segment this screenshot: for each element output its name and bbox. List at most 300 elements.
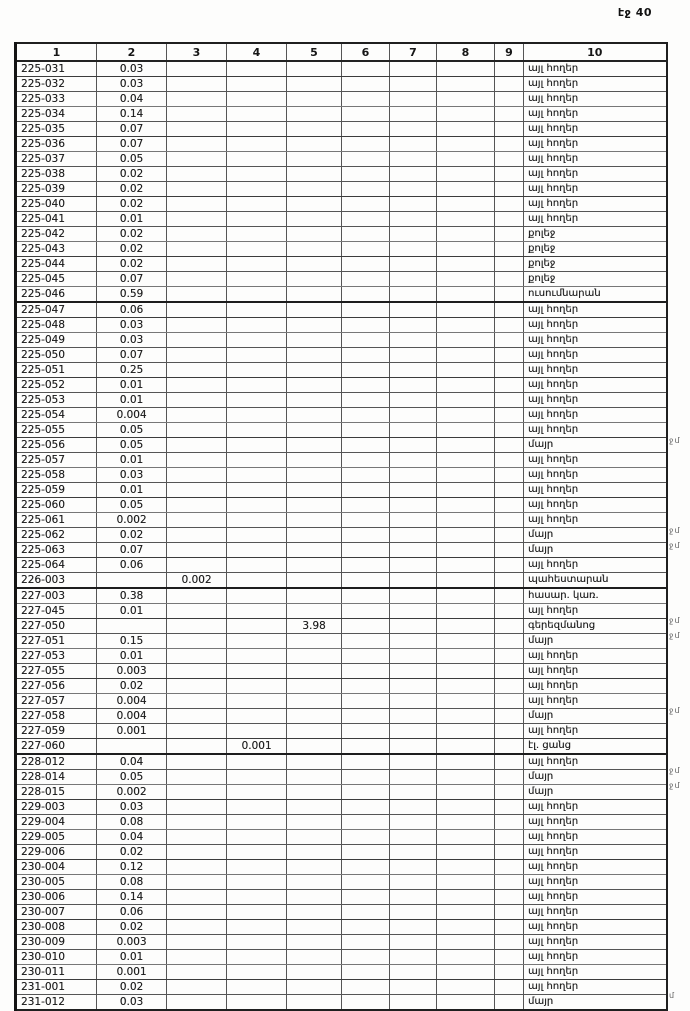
cell-value <box>495 754 524 770</box>
cell-value <box>495 483 524 498</box>
cell-parcel-code: 230-005 <box>16 875 97 890</box>
cell-parcel-code: 227-053 <box>16 649 97 664</box>
cell-value: 0.06 <box>97 905 167 920</box>
cell-parcel-code: 225-031 <box>16 61 97 77</box>
cell-value <box>390 815 437 830</box>
cell-value <box>227 408 287 423</box>
cell-value <box>287 528 342 543</box>
cell-value: 3.98 <box>287 619 342 634</box>
cell-value: 0.001 <box>227 739 287 755</box>
cell-value <box>287 875 342 890</box>
cell-value: 0.04 <box>97 92 167 107</box>
cell-value <box>227 302 287 318</box>
table-row <box>16 363 667 378</box>
cell-landuse: այլ հողեր <box>524 468 667 483</box>
cell-value <box>167 664 227 679</box>
cell-parcel-code: 225-039 <box>16 182 97 197</box>
cell-value <box>390 197 437 212</box>
cell-value <box>227 423 287 438</box>
cell-parcel-code: 228-012 <box>16 754 97 770</box>
table-row <box>16 965 667 980</box>
margin-note: ջմ <box>669 631 681 640</box>
cell-value <box>227 950 287 965</box>
cell-landuse: մայր <box>524 995 667 1011</box>
cell-value <box>227 875 287 890</box>
cell-landuse: այլ հողեր <box>524 965 667 980</box>
cell-value <box>227 287 287 303</box>
cell-value <box>390 845 437 860</box>
cell-value <box>342 438 390 453</box>
cell-value: 0.02 <box>97 197 167 212</box>
cell-landuse: այլ հողեր <box>524 61 667 77</box>
cell-value: 0.02 <box>97 257 167 272</box>
cell-value: 0.03 <box>97 61 167 77</box>
cell-value <box>437 227 495 242</box>
cell-value <box>390 573 437 589</box>
cell-value <box>495 333 524 348</box>
cell-value <box>495 438 524 453</box>
cell-value <box>227 242 287 257</box>
cell-value <box>227 453 287 468</box>
cell-value <box>227 604 287 619</box>
cell-value: 0.04 <box>97 754 167 770</box>
cell-value <box>167 543 227 558</box>
cell-value <box>167 800 227 815</box>
cell-landuse: այլ հողեր <box>524 498 667 513</box>
cell-value <box>437 573 495 589</box>
cell-value <box>342 227 390 242</box>
cell-parcel-code: 225-034 <box>16 107 97 122</box>
cell-landuse: այլ հողեր <box>524 137 667 152</box>
cell-value <box>495 528 524 543</box>
cell-value: 0.03 <box>97 77 167 92</box>
cell-value <box>287 920 342 935</box>
cell-value <box>342 363 390 378</box>
cell-value <box>495 950 524 965</box>
table-row <box>16 558 667 573</box>
cell-value: 0.004 <box>97 408 167 423</box>
cell-parcel-code: 225-037 <box>16 152 97 167</box>
cell-landuse: ուսումնարան <box>524 287 667 303</box>
cell-value <box>342 875 390 890</box>
cell-value <box>342 92 390 107</box>
cell-value <box>495 619 524 634</box>
cell-value <box>167 92 227 107</box>
cell-value: 0.01 <box>97 393 167 408</box>
cell-value <box>342 513 390 528</box>
cell-value <box>227 152 287 167</box>
table-row <box>16 995 667 1011</box>
cell-value <box>287 257 342 272</box>
column-header-8: 8 <box>437 43 495 61</box>
cell-value <box>342 152 390 167</box>
cell-parcel-code: 225-060 <box>16 498 97 513</box>
cell-value <box>495 935 524 950</box>
cell-value <box>167 739 227 755</box>
cell-value <box>287 363 342 378</box>
cell-value <box>167 227 227 242</box>
cell-landuse: այլ հողեր <box>524 408 667 423</box>
table-row <box>16 122 667 137</box>
cell-value <box>227 905 287 920</box>
cell-value <box>167 393 227 408</box>
cell-parcel-code: 230-008 <box>16 920 97 935</box>
cell-parcel-code: 225-047 <box>16 302 97 318</box>
cell-value <box>342 197 390 212</box>
cell-value <box>495 920 524 935</box>
cell-parcel-code: 227-057 <box>16 694 97 709</box>
cell-value: 0.02 <box>97 242 167 257</box>
cell-landuse: այլ հողեր <box>524 935 667 950</box>
cell-parcel-code: 225-061 <box>16 513 97 528</box>
cell-value <box>390 543 437 558</box>
cell-parcel-code: 229-005 <box>16 830 97 845</box>
cell-value <box>342 724 390 739</box>
cell-value <box>227 830 287 845</box>
cell-value: 0.02 <box>97 167 167 182</box>
cell-parcel-code: 231-012 <box>16 995 97 1011</box>
cell-value <box>287 905 342 920</box>
cell-value <box>167 604 227 619</box>
cell-value <box>167 860 227 875</box>
cell-value <box>227 679 287 694</box>
table-row <box>16 649 667 664</box>
cell-value <box>227 573 287 589</box>
cell-value <box>495 785 524 800</box>
column-header-1: 1 <box>16 43 97 61</box>
cell-value <box>167 423 227 438</box>
cell-value <box>227 227 287 242</box>
cell-value <box>167 318 227 333</box>
cell-value <box>342 333 390 348</box>
cell-value <box>437 423 495 438</box>
cell-value <box>342 950 390 965</box>
cell-value <box>390 468 437 483</box>
cell-value <box>342 800 390 815</box>
cell-landuse: մայր <box>524 438 667 453</box>
cell-value: 0.08 <box>97 875 167 890</box>
cell-value <box>495 558 524 573</box>
cell-value: 0.05 <box>97 438 167 453</box>
cell-value <box>495 709 524 724</box>
cell-value <box>167 724 227 739</box>
cell-value: 0.01 <box>97 378 167 393</box>
table-row <box>16 950 667 965</box>
cell-value <box>390 754 437 770</box>
cell-value <box>167 950 227 965</box>
cell-value <box>342 558 390 573</box>
cell-value <box>227 890 287 905</box>
cell-value <box>167 287 227 303</box>
cell-value <box>287 995 342 1011</box>
cell-value: 0.02 <box>97 845 167 860</box>
cell-value <box>390 649 437 664</box>
cell-value <box>287 393 342 408</box>
cell-value <box>495 995 524 1011</box>
cell-landuse: այլ հողեր <box>524 92 667 107</box>
cell-value <box>390 212 437 227</box>
cell-value <box>495 182 524 197</box>
cell-value <box>342 348 390 363</box>
cell-value <box>495 122 524 137</box>
cell-value <box>342 242 390 257</box>
cell-value <box>437 995 495 1011</box>
cell-value <box>390 107 437 122</box>
cell-value <box>495 212 524 227</box>
cell-parcel-code: 230-004 <box>16 860 97 875</box>
cell-value <box>167 920 227 935</box>
cell-value: 0.002 <box>97 785 167 800</box>
cell-value <box>287 754 342 770</box>
cell-landuse: քոլեջ <box>524 227 667 242</box>
cell-value <box>227 860 287 875</box>
cell-value <box>287 242 342 257</box>
cell-value <box>437 770 495 785</box>
cell-value <box>287 122 342 137</box>
cell-value <box>437 845 495 860</box>
cell-value <box>390 242 437 257</box>
table-row <box>16 770 667 785</box>
cell-landuse: մայր <box>524 709 667 724</box>
cell-value <box>342 302 390 318</box>
cell-landuse: այլ հողեր <box>524 393 667 408</box>
cell-value: 0.25 <box>97 363 167 378</box>
cell-value <box>167 257 227 272</box>
cell-value <box>390 875 437 890</box>
cell-value <box>287 845 342 860</box>
cell-value <box>342 770 390 785</box>
cell-value <box>495 588 524 604</box>
column-header-7: 7 <box>390 43 437 61</box>
cell-value <box>437 468 495 483</box>
cell-landuse: այլ հողեր <box>524 107 667 122</box>
cell-value <box>287 378 342 393</box>
cell-value: 0.38 <box>97 588 167 604</box>
cell-value <box>342 212 390 227</box>
cell-value <box>97 619 167 634</box>
cell-value <box>227 770 287 785</box>
cell-value <box>342 604 390 619</box>
cell-value <box>287 61 342 77</box>
cell-parcel-code: 225-057 <box>16 453 97 468</box>
cell-landuse: մայր <box>524 528 667 543</box>
cell-value <box>342 785 390 800</box>
cell-value <box>97 739 167 755</box>
column-header-3: 3 <box>167 43 227 61</box>
table-row <box>16 378 667 393</box>
cell-value: 0.07 <box>97 137 167 152</box>
cell-value <box>287 649 342 664</box>
cell-value <box>342 679 390 694</box>
column-header-9: 9 <box>495 43 524 61</box>
cell-value <box>227 543 287 558</box>
cell-value <box>437 543 495 558</box>
cell-value <box>342 588 390 604</box>
cell-value <box>437 92 495 107</box>
cell-value <box>227 393 287 408</box>
cell-parcel-code: 225-042 <box>16 227 97 242</box>
cell-value <box>495 272 524 287</box>
cell-parcel-code: 225-064 <box>16 558 97 573</box>
cell-value <box>167 649 227 664</box>
cell-parcel-code: 225-049 <box>16 333 97 348</box>
cell-value <box>495 363 524 378</box>
cell-value <box>227 785 287 800</box>
cell-value <box>287 950 342 965</box>
cell-value <box>167 408 227 423</box>
cell-value <box>287 543 342 558</box>
cell-value <box>437 830 495 845</box>
cell-value <box>227 800 287 815</box>
cell-value: 0.14 <box>97 107 167 122</box>
cell-value <box>342 453 390 468</box>
cell-value: 0.01 <box>97 604 167 619</box>
cell-value <box>390 739 437 755</box>
cell-value: 0.06 <box>97 558 167 573</box>
cell-value <box>227 634 287 649</box>
cell-value <box>287 333 342 348</box>
cell-value <box>227 272 287 287</box>
cell-value <box>437 408 495 423</box>
cell-landuse: այլ հողեր <box>524 197 667 212</box>
cell-landuse: մայր <box>524 634 667 649</box>
cell-value <box>390 302 437 318</box>
cell-value <box>342 739 390 755</box>
cell-value: 0.003 <box>97 664 167 679</box>
cell-value <box>495 664 524 679</box>
cell-value: 0.02 <box>97 528 167 543</box>
cell-value <box>437 77 495 92</box>
cell-value <box>437 107 495 122</box>
table-row <box>16 935 667 950</box>
cell-value <box>227 483 287 498</box>
cell-parcel-code: 225-063 <box>16 543 97 558</box>
table-row <box>16 543 667 558</box>
table-row <box>16 167 667 182</box>
cell-landuse: այլ հողեր <box>524 558 667 573</box>
table-row <box>16 468 667 483</box>
cell-value <box>437 664 495 679</box>
cell-landuse: այլ հողեր <box>524 212 667 227</box>
cell-value <box>390 709 437 724</box>
cell-landuse: պահեստարան <box>524 573 667 589</box>
cell-value <box>437 950 495 965</box>
cell-landuse: այլ հողեր <box>524 333 667 348</box>
cell-value <box>495 815 524 830</box>
cell-value <box>342 272 390 287</box>
cadastral-table <box>14 42 668 1011</box>
table-row <box>16 61 667 77</box>
cell-value: 0.002 <box>97 513 167 528</box>
cell-value: 0.07 <box>97 543 167 558</box>
cell-value <box>287 815 342 830</box>
cell-parcel-code: 228-015 <box>16 785 97 800</box>
cell-landuse: այլ հողեր <box>524 724 667 739</box>
cell-parcel-code: 225-054 <box>16 408 97 423</box>
cell-value <box>167 528 227 543</box>
cell-value <box>342 754 390 770</box>
cell-value <box>495 679 524 694</box>
cell-value <box>287 830 342 845</box>
cell-value <box>390 830 437 845</box>
cell-value <box>342 167 390 182</box>
margin-note: ջմ <box>669 541 681 550</box>
cell-value <box>437 152 495 167</box>
cell-parcel-code: 225-040 <box>16 197 97 212</box>
cell-value <box>437 619 495 634</box>
cell-value: 0.01 <box>97 950 167 965</box>
margin-note: ջմ <box>669 526 681 535</box>
cell-parcel-code: 225-058 <box>16 468 97 483</box>
cell-landuse: այլ հողեր <box>524 649 667 664</box>
cell-value <box>495 770 524 785</box>
cell-value <box>167 634 227 649</box>
cell-value <box>342 77 390 92</box>
cell-value <box>167 830 227 845</box>
table-header-row <box>16 43 667 61</box>
cell-value: 0.04 <box>97 830 167 845</box>
table-row <box>16 257 667 272</box>
cell-value <box>437 257 495 272</box>
cell-value <box>342 393 390 408</box>
cell-value: 0.14 <box>97 890 167 905</box>
cell-value <box>390 694 437 709</box>
cell-value <box>287 483 342 498</box>
cell-value <box>227 378 287 393</box>
cell-value <box>437 875 495 890</box>
cell-value <box>342 920 390 935</box>
cell-value <box>287 227 342 242</box>
cell-value <box>287 573 342 589</box>
cell-value <box>495 604 524 619</box>
cell-value <box>342 890 390 905</box>
table-row <box>16 754 667 770</box>
cell-value <box>167 212 227 227</box>
cell-parcel-code: 227-003 <box>16 588 97 604</box>
cell-value <box>167 709 227 724</box>
cell-value: 0.01 <box>97 453 167 468</box>
cell-value <box>227 709 287 724</box>
margin-note: ջմ <box>669 436 681 445</box>
table-row <box>16 272 667 287</box>
table-row <box>16 498 667 513</box>
cell-landuse: գերեզմանոց <box>524 619 667 634</box>
cell-parcel-code: 225-044 <box>16 257 97 272</box>
cell-landuse: այլ հողեր <box>524 483 667 498</box>
cell-value <box>390 408 437 423</box>
cell-value <box>287 604 342 619</box>
cell-value <box>390 513 437 528</box>
cell-value <box>227 619 287 634</box>
cell-value <box>437 935 495 950</box>
cell-landuse: այլ հողեր <box>524 754 667 770</box>
cell-value: 0.03 <box>97 995 167 1011</box>
table-row <box>16 453 667 468</box>
cell-value <box>227 528 287 543</box>
cell-value <box>167 107 227 122</box>
cell-value <box>287 935 342 950</box>
cell-parcel-code: 225-052 <box>16 378 97 393</box>
cell-parcel-code: 227-055 <box>16 664 97 679</box>
cell-parcel-code: 225-036 <box>16 137 97 152</box>
cell-value <box>342 137 390 152</box>
margin-note: ջմ <box>669 616 681 625</box>
cell-value <box>342 122 390 137</box>
table-row <box>16 333 667 348</box>
cell-value <box>287 588 342 604</box>
cell-value <box>227 754 287 770</box>
cell-value <box>227 77 287 92</box>
